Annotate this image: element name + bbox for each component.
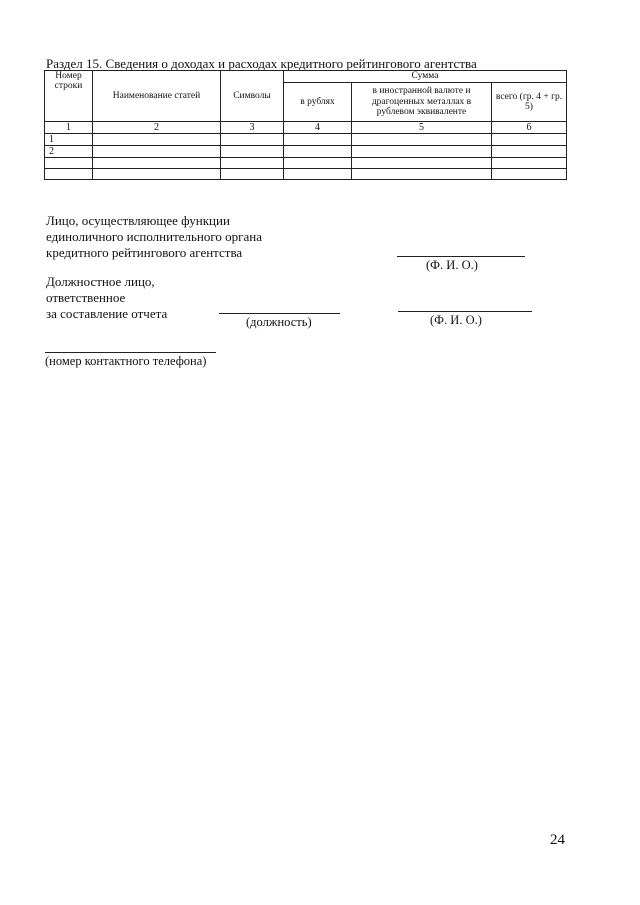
table-cell — [492, 134, 567, 146]
table-cell — [492, 158, 567, 169]
phone-line[interactable] — [45, 352, 216, 353]
official-label-line: за составление отчета — [46, 306, 168, 321]
table-cell — [221, 158, 284, 169]
table-cell — [221, 169, 284, 180]
official-fio-line[interactable] — [398, 311, 532, 312]
phone-caption: (номер контактного телефона) — [45, 354, 207, 368]
column-number: 3 — [221, 122, 284, 134]
income-expense-table — [44, 70, 567, 180]
table-row — [45, 169, 567, 180]
row-number-cell — [45, 169, 93, 180]
header-sum: Сумма — [284, 71, 567, 83]
table-cell — [284, 146, 352, 158]
head-fio-line[interactable] — [397, 256, 525, 257]
table-cell — [93, 134, 221, 146]
section-title: Раздел 15. Сведения о доходах и расходах кредитного рейтингового агентства — [46, 56, 477, 71]
column-number: 6 — [492, 122, 567, 134]
table-cell — [93, 146, 221, 158]
official-label-line: ответственное — [46, 290, 126, 305]
header-row-1 — [45, 71, 567, 83]
official-signature-label — [46, 274, 167, 322]
table-cell — [221, 146, 284, 158]
header-in-rubles: в рублях — [284, 83, 352, 122]
head-label-line: кредитного рейтингового агентства — [46, 245, 243, 260]
table-cell — [492, 146, 567, 158]
row-number-cell — [45, 158, 93, 169]
table-cell — [352, 134, 492, 146]
header-in-foreign: в иностранной валюте и драгоценных металлах в рублевом эквиваленте — [352, 83, 492, 122]
table-row — [45, 146, 567, 158]
table-cell — [352, 169, 492, 180]
table-cell — [352, 146, 492, 158]
head-label-line: единоличного исполнительного органа — [46, 229, 262, 244]
position-caption: (должность) — [246, 315, 312, 329]
page-number: 24 — [550, 832, 565, 848]
row-number-cell: 2 — [45, 146, 93, 158]
column-number: 2 — [93, 122, 221, 134]
header-item-name: Наименование статей — [93, 71, 221, 122]
table-row — [45, 158, 567, 169]
column-number: 5 — [352, 122, 492, 134]
row-number-cell: 1 — [45, 134, 93, 146]
table-row — [45, 134, 567, 146]
table-cell — [284, 134, 352, 146]
head-signature-label — [46, 213, 262, 261]
table-cell — [221, 134, 284, 146]
header-symbols: Символы — [221, 71, 284, 122]
column-numbers-row — [45, 122, 567, 134]
header-row-number: Номер строки — [45, 71, 93, 122]
table-cell — [93, 169, 221, 180]
official-fio-caption: (Ф. И. О.) — [430, 313, 482, 327]
header-total: всего (гр. 4 + гр. 5) — [492, 83, 567, 122]
table-cell — [93, 158, 221, 169]
table-cell — [352, 158, 492, 169]
table-cell — [284, 158, 352, 169]
table-cell — [492, 169, 567, 180]
column-number: 1 — [45, 122, 93, 134]
official-label-line: Должностное лицо, — [46, 274, 155, 289]
head-label-line: Лицо, осуществляющее функции — [46, 213, 230, 228]
column-number: 4 — [284, 122, 352, 134]
table-cell — [284, 169, 352, 180]
position-line[interactable] — [219, 313, 340, 314]
head-fio-caption: (Ф. И. О.) — [426, 258, 478, 272]
